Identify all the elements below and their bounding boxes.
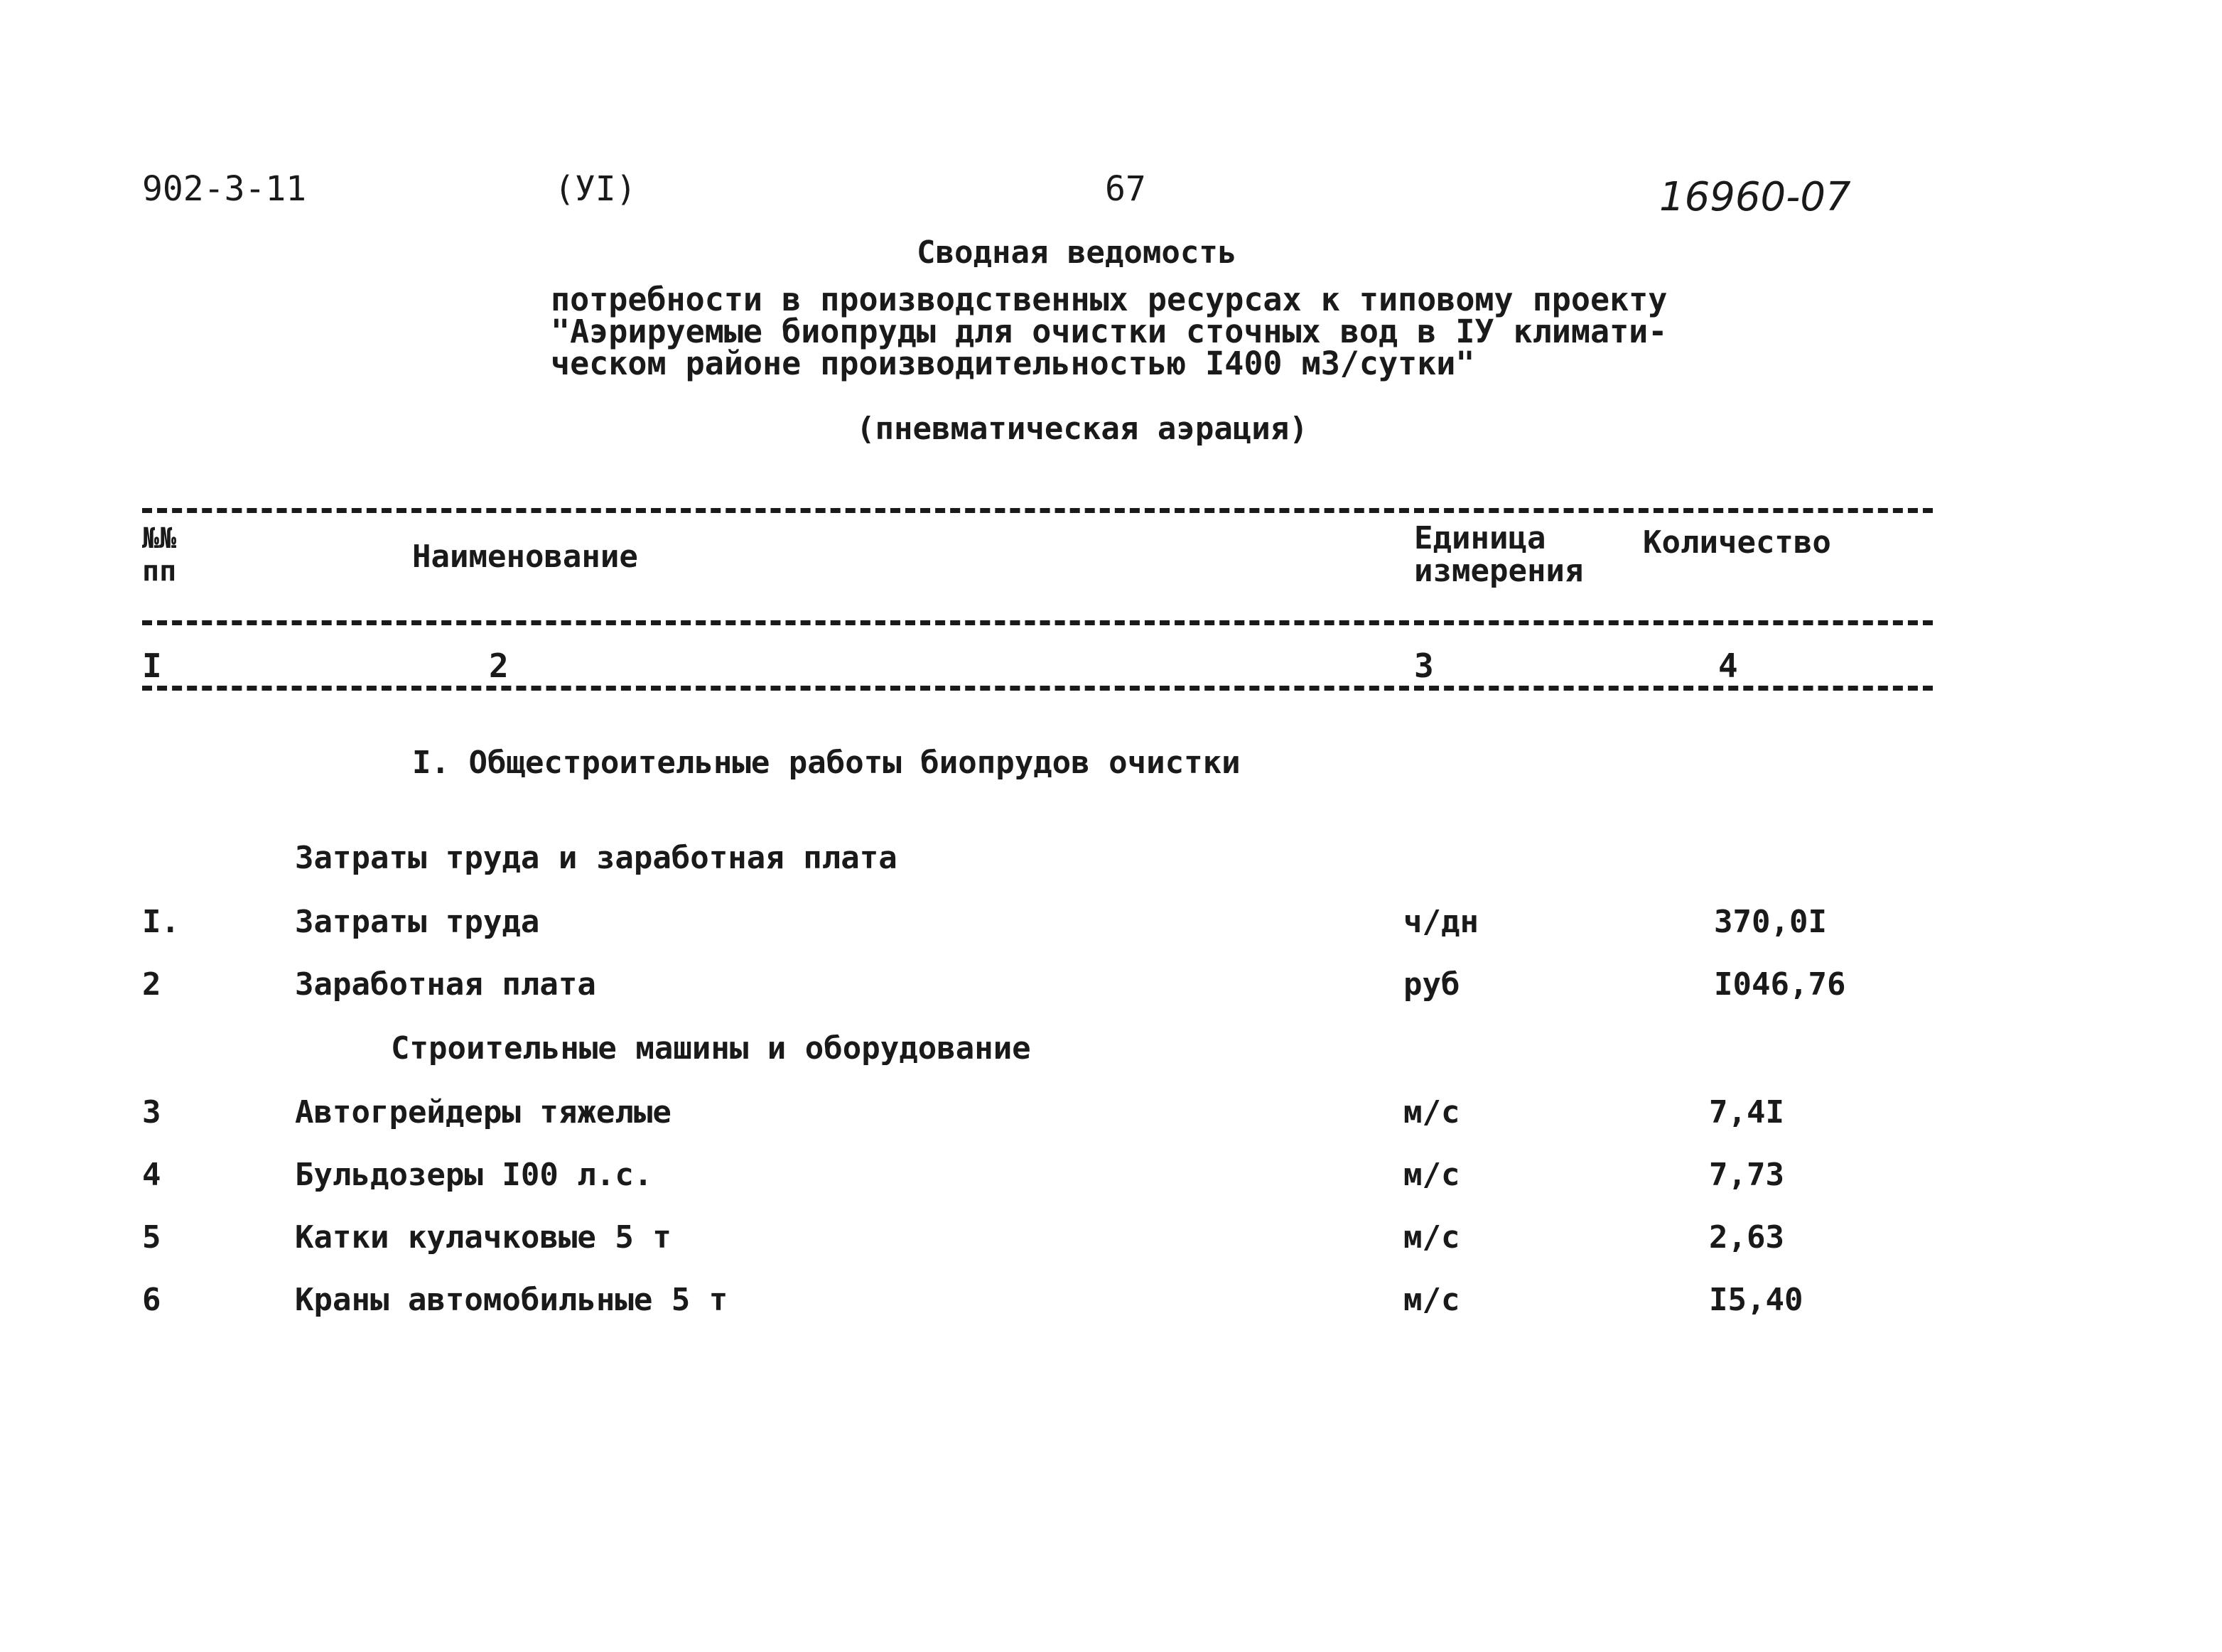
inventory-number: 16960-07 bbox=[1659, 174, 1851, 220]
document-title: Сводная ведомость bbox=[917, 234, 1237, 271]
document-subtitle: (пневматическая аэрация) bbox=[856, 411, 1308, 447]
header-num-line1: №№ bbox=[142, 522, 177, 555]
row-quantity: 370,0I bbox=[1714, 904, 1827, 940]
header-unit-line1: Единица bbox=[1414, 520, 1546, 556]
row-number: 4 bbox=[142, 1157, 161, 1193]
document-code: 902-3-11 bbox=[142, 169, 307, 209]
row-number: I. bbox=[142, 904, 180, 940]
title-line-4: ческом районе производительностью I400 м3/сутки" bbox=[551, 345, 1475, 382]
header-name: Наименование bbox=[412, 539, 638, 575]
page-number: 67 bbox=[1105, 169, 1146, 209]
row-quantity: I046,76 bbox=[1714, 966, 1846, 1003]
title-line-2: потребности в производственных ресурсах к типовому проекту bbox=[551, 281, 1668, 318]
row-number: 2 bbox=[142, 966, 161, 1003]
row-unit: м/с bbox=[1403, 1219, 1460, 1256]
column-number-1: I bbox=[142, 647, 162, 685]
row-name: Заработная плата bbox=[295, 966, 596, 1003]
row-quantity: I5,40 bbox=[1709, 1282, 1803, 1318]
group-title-machines: Строительные машины и оборудование bbox=[391, 1030, 1031, 1067]
row-unit: м/с bbox=[1403, 1157, 1460, 1193]
row-quantity: 7,4I bbox=[1709, 1094, 1784, 1130]
row-name: Автогрейдеры тяжелые bbox=[295, 1094, 672, 1130]
column-number-4: 4 bbox=[1718, 647, 1738, 685]
row-quantity: 7,73 bbox=[1709, 1157, 1784, 1193]
row-name: Катки кулачковые 5 т bbox=[295, 1219, 672, 1256]
header-num-line2: пп bbox=[142, 555, 177, 588]
row-unit: руб bbox=[1403, 966, 1460, 1003]
row-number: 3 bbox=[142, 1094, 161, 1130]
row-number: 6 bbox=[142, 1282, 161, 1318]
row-unit: м/с bbox=[1403, 1282, 1460, 1318]
section-number: (УI) bbox=[554, 169, 637, 209]
section-title: I. Общестроительные работы биопрудов очистки bbox=[412, 745, 1241, 781]
row-number: 5 bbox=[142, 1219, 161, 1256]
title-line-3: "Аэрируемые биопруды для очистки сточных вод в IУ климати- bbox=[551, 313, 1668, 350]
column-number-3: 3 bbox=[1414, 647, 1434, 685]
row-name: Краны автомобильные 5 т bbox=[295, 1282, 728, 1318]
column-numbers-rule bbox=[142, 686, 1933, 691]
column-number-2: 2 bbox=[489, 647, 509, 685]
row-unit: ч/дн bbox=[1403, 904, 1479, 940]
row-name: Бульдозеры I00 л.с. bbox=[295, 1157, 653, 1193]
header-quantity: Количество bbox=[1643, 524, 1831, 561]
table-top-rule bbox=[142, 508, 1933, 513]
row-quantity: 2,63 bbox=[1709, 1219, 1784, 1256]
header-bottom-rule bbox=[142, 620, 1933, 625]
row-name: Затраты труда bbox=[295, 904, 540, 940]
row-unit: м/с bbox=[1403, 1094, 1460, 1130]
group-title-labor: Затраты труда и заработная плата bbox=[295, 840, 897, 876]
header-unit-line2: измерения bbox=[1414, 553, 1584, 589]
